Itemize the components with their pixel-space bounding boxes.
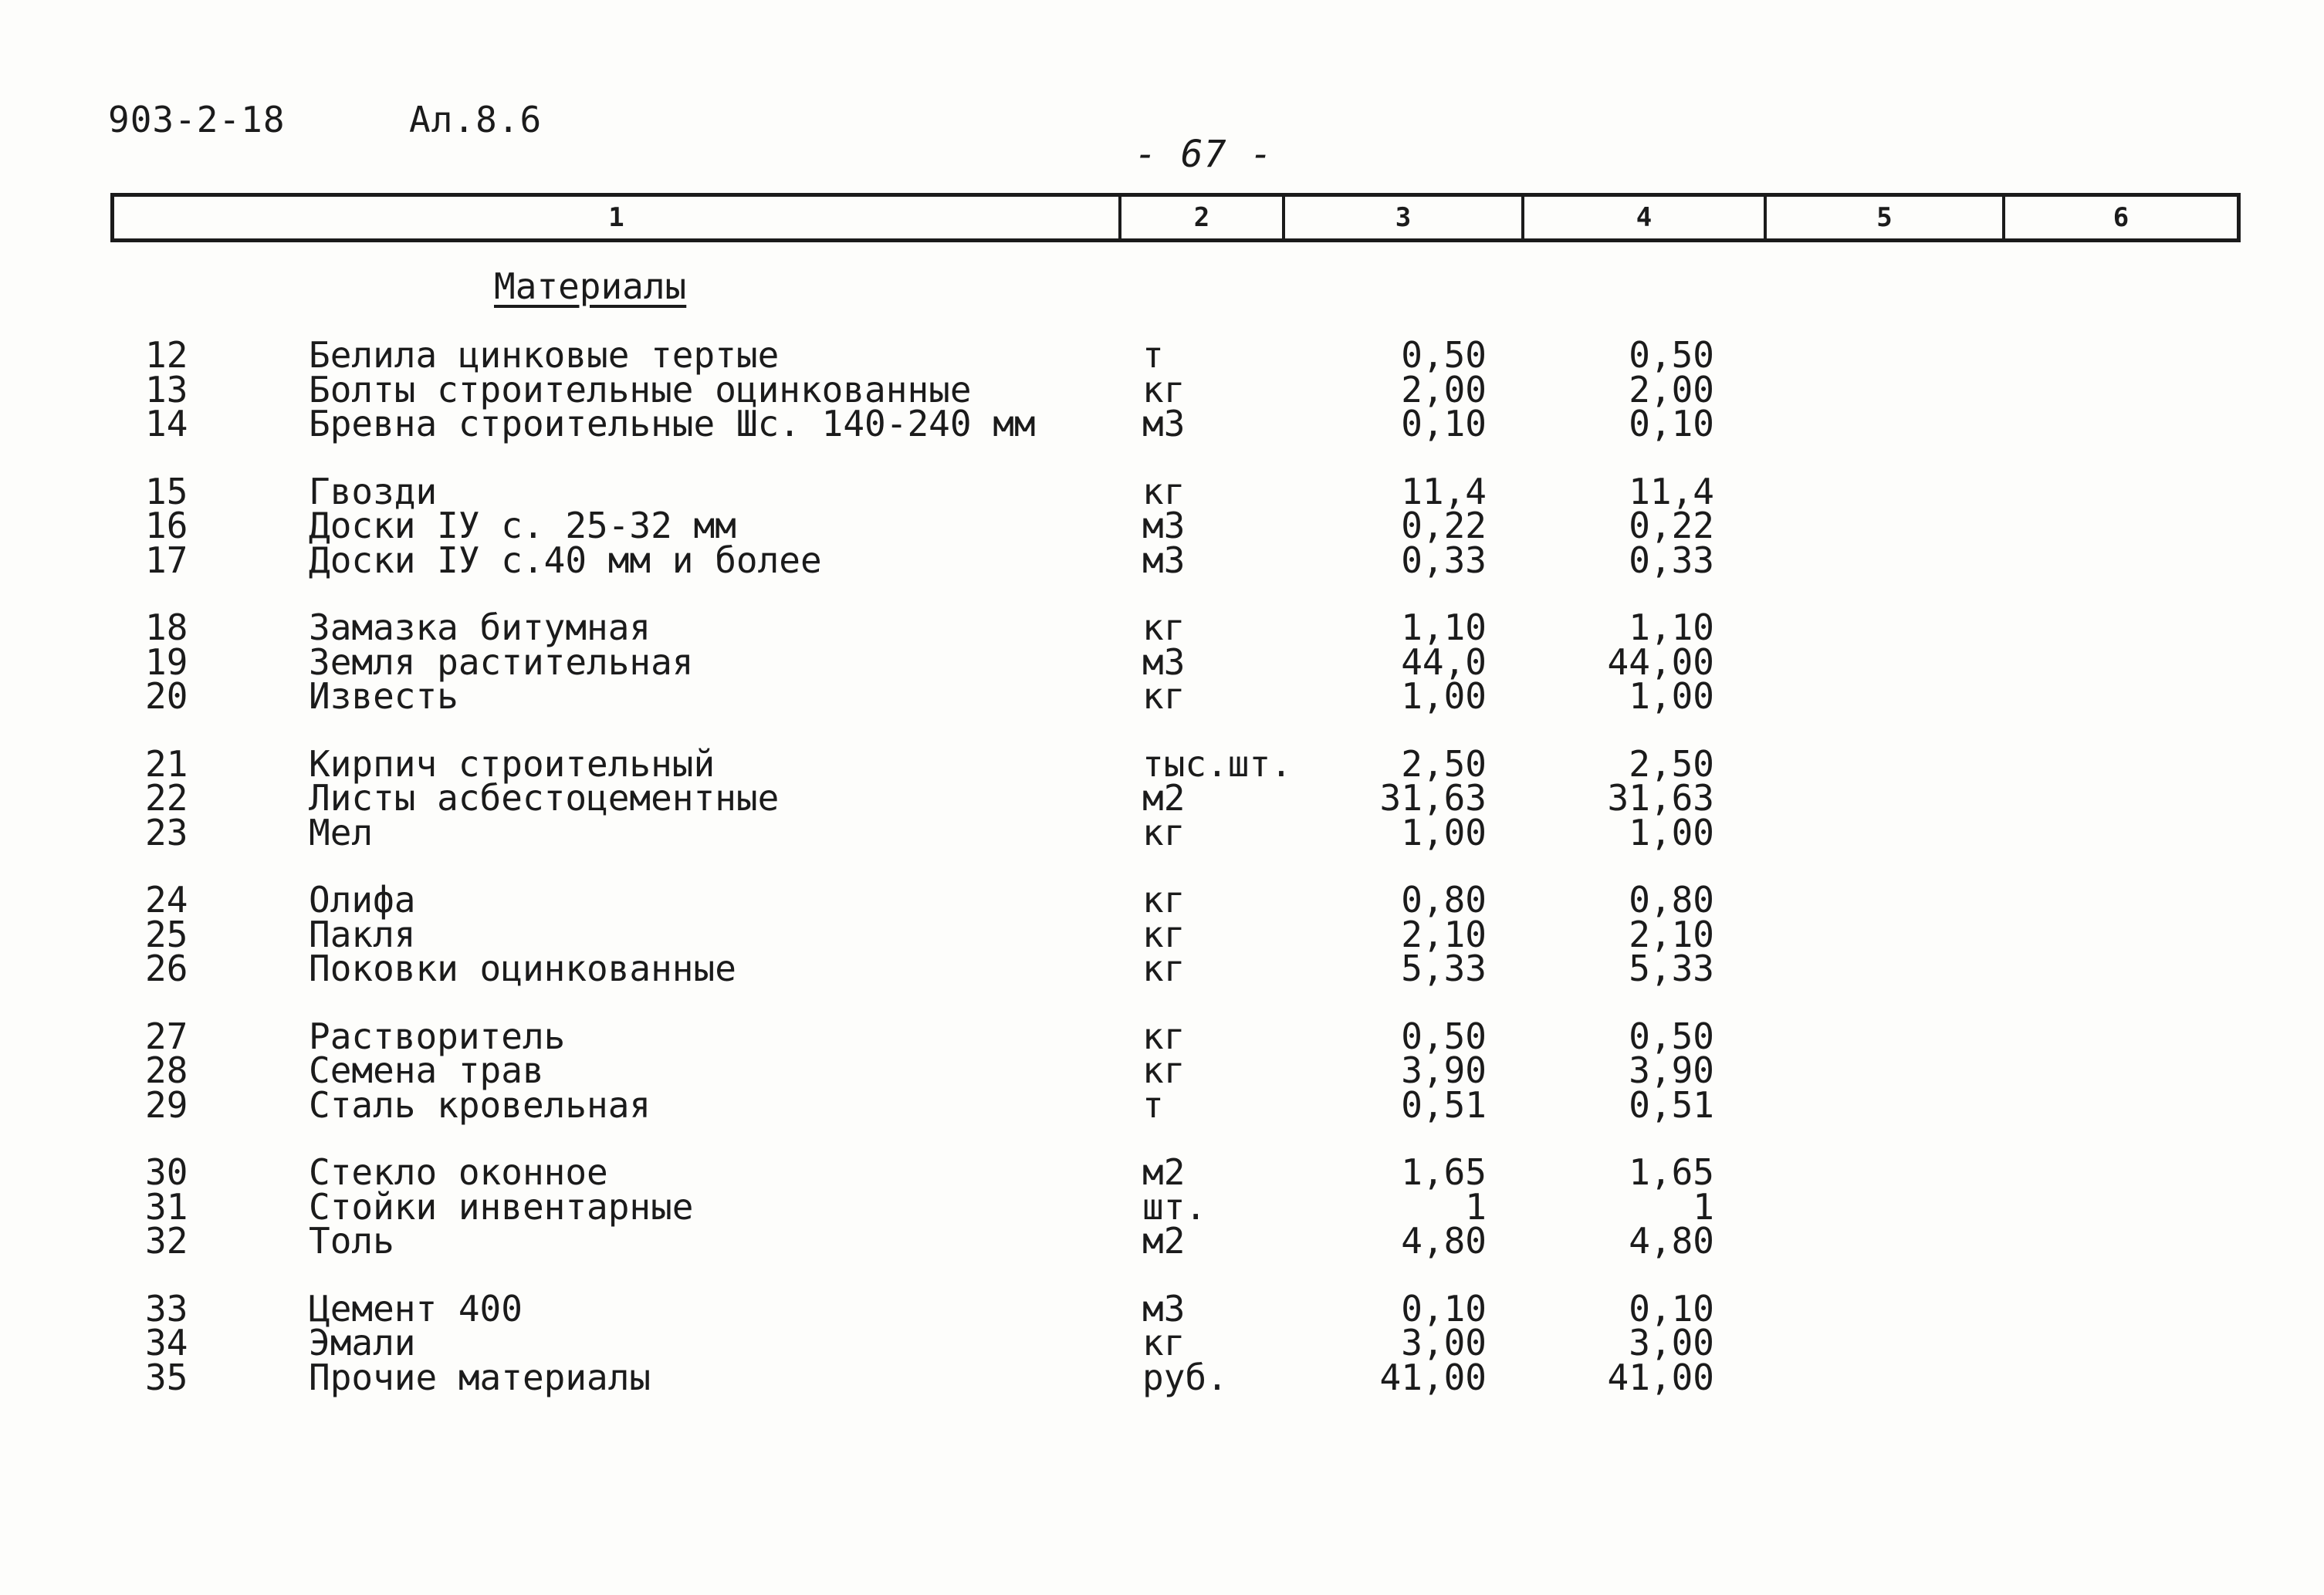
unit: м2 [1142,777,1186,819]
row-number: 18 [145,607,188,648]
row-number: 22 [145,777,188,819]
quantity-col4: 11,4 [1629,470,1714,512]
table-row [0,539,2324,581]
unit: т [1142,1083,1164,1126]
table-row [0,1356,2324,1398]
table-row [0,640,2324,683]
quantity-col3: 1,65 [1401,1151,1487,1193]
material-name: Стекло оконное [309,1151,608,1193]
material-name: Листы асбестоцементные [309,777,780,819]
table-row [0,1049,2324,1091]
material-name: Олифа [309,879,416,921]
quantity-col3: 0,80 [1401,879,1487,921]
unit: м2 [1142,1220,1186,1262]
section-title: Материалы [494,265,687,307]
material-name: Сталь кровельная [309,1083,651,1126]
quantity-col4: 0,51 [1629,1083,1714,1126]
row-number: 23 [145,811,188,853]
table-row [0,675,2324,717]
quantity-col4: 3,00 [1629,1322,1714,1364]
material-name: Поковки оцинкованные [309,948,736,989]
unit: кг [1142,1015,1186,1057]
material-name: Известь [309,675,458,717]
quantity-col4: 31,63 [1607,777,1714,819]
table-row [0,607,2324,648]
row-number: 35 [145,1356,188,1398]
unit: кг [1142,879,1186,921]
row-number: 34 [145,1322,188,1364]
quantity-col4: 3,90 [1629,1049,1714,1091]
unit: м3 [1142,640,1186,683]
quantity-col3: 1,00 [1401,811,1487,853]
row-number: 12 [145,334,188,376]
table-row [0,470,2324,512]
quantity-col4: 1,00 [1629,811,1714,853]
quantity-col3: 1,00 [1401,675,1487,717]
quantity-col4: 5,33 [1629,948,1714,989]
quantity-col3: 44,0 [1401,640,1487,683]
unit: м3 [1142,505,1186,546]
unit: кг [1142,470,1186,512]
row-number: 17 [145,539,188,581]
row-number: 33 [145,1287,188,1330]
table-row [0,368,2324,411]
quantity-col3: 5,33 [1401,948,1487,989]
quantity-col3: 0,50 [1401,334,1487,376]
row-number: 20 [145,675,188,717]
row-number: 26 [145,948,188,989]
material-name: Гвозди [309,470,438,512]
unit: кг [1142,1322,1186,1364]
column-header-1: 1 [114,197,1121,238]
quantity-col3: 0,22 [1401,505,1487,546]
quantity-col3: 3,00 [1401,1322,1487,1364]
quantity-col3: 1,10 [1401,607,1487,648]
table-row [0,403,2324,444]
quantity-col3: 0,10 [1401,1287,1487,1330]
row-number: 29 [145,1083,188,1126]
quantity-col4: 0,10 [1629,403,1714,444]
quantity-col4: 0,10 [1629,1287,1714,1330]
quantity-col3: 0,33 [1401,539,1487,581]
unit: т [1142,334,1164,376]
material-name: Прочие материалы [309,1356,651,1398]
unit: кг [1142,811,1186,853]
table-row [0,777,2324,819]
column-header-4: 4 [1524,197,1767,238]
unit: м3 [1142,403,1186,444]
quantity-col4: 0,50 [1629,1015,1714,1057]
unit: шт. [1142,1185,1207,1228]
document-code: 903-2-18 [108,99,286,140]
quantity-col4: 4,80 [1629,1220,1714,1262]
material-name: Доски IУ с. 25-32 мм [309,505,736,546]
row-number: 24 [145,879,188,921]
table-row [0,1151,2324,1193]
quantity-col3: 0,51 [1401,1083,1487,1126]
quantity-col3: 2,00 [1401,368,1487,411]
quantity-col4: 1,65 [1629,1151,1714,1193]
material-name: Мел [309,811,374,853]
row-number: 13 [145,368,188,411]
quantity-col3: 11,4 [1401,470,1487,512]
table-row [0,879,2324,921]
quantity-col4: 2,10 [1629,913,1714,955]
material-name: Белила цинковые тертые [309,334,780,376]
table-row [0,1083,2324,1126]
quantity-col4: 2,50 [1629,742,1714,785]
row-number: 31 [145,1185,188,1228]
row-number: 16 [145,505,188,546]
table-row [0,742,2324,785]
table-row [0,1185,2324,1228]
unit: тыс.шт. [1142,742,1292,785]
quantity-col4: 44,00 [1607,640,1714,683]
table-row [0,1322,2324,1364]
sheet-label: Ал.8.6 [409,99,543,140]
unit: руб. [1142,1356,1228,1398]
material-name: Цемент 400 [309,1287,523,1330]
material-name: Эмали [309,1322,416,1364]
table-row [0,913,2324,955]
quantity-col3: 2,50 [1401,742,1487,785]
quantity-col4: 0,33 [1629,539,1714,581]
quantity-col4: 1,00 [1629,675,1714,717]
quantity-col3: 41,00 [1379,1356,1487,1398]
column-header-row [110,193,2241,242]
table-row [0,1287,2324,1330]
quantity-col4: 2,00 [1629,368,1714,411]
row-number: 30 [145,1151,188,1193]
row-number: 25 [145,913,188,955]
quantity-col4: 0,22 [1629,505,1714,546]
material-name: Болты строительные оцинкованные [309,368,972,411]
material-name: Семена трав [309,1049,544,1091]
material-name: Растворитель [309,1015,566,1057]
material-name: Кирпич строительный [309,742,715,785]
material-name: Толь [309,1220,394,1262]
unit: кг [1142,1049,1186,1091]
row-number: 15 [145,470,188,512]
quantity-col3: 3,90 [1401,1049,1487,1091]
table-row [0,1220,2324,1262]
quantity-col4: 1,10 [1629,607,1714,648]
quantity-col4: 41,00 [1607,1356,1714,1398]
material-name: Пакля [309,913,416,955]
material-name: Замазка битумная [309,607,651,648]
row-number: 21 [145,742,188,785]
quantity-col3: 2,10 [1401,913,1487,955]
column-header-5: 5 [1767,197,2005,238]
unit: м3 [1142,1287,1186,1330]
unit: кг [1142,948,1186,989]
quantity-col3: 31,63 [1379,777,1487,819]
column-header-6: 6 [2113,202,2129,233]
column-header-3: 3 [1285,197,1524,238]
unit: кг [1142,607,1186,648]
quantity-col3: 1 [1465,1185,1487,1228]
unit: кг [1142,675,1186,717]
quantity-col4: 1 [1693,1185,1714,1228]
quantity-col4: 0,50 [1629,334,1714,376]
material-name: Бревна строительные Шс. 140-240 мм [309,403,1036,444]
row-number: 28 [145,1049,188,1091]
unit: кг [1142,368,1186,411]
page-number: - 67 - [1135,133,1274,176]
material-name: Земля растительная [309,640,694,683]
table-row [0,505,2324,546]
quantity-col4: 0,80 [1629,879,1714,921]
row-number: 32 [145,1220,188,1262]
material-name: Стойки инвентарные [309,1185,694,1228]
table-row [0,811,2324,853]
column-header-2: 2 [1121,197,1285,238]
table-row [0,334,2324,376]
unit: м2 [1142,1151,1186,1193]
unit: м3 [1142,539,1186,581]
row-number: 14 [145,403,188,444]
material-name: Доски IУ с.40 мм и более [309,539,822,581]
quantity-col3: 0,50 [1401,1015,1487,1057]
row-number: 27 [145,1015,188,1057]
row-number: 19 [145,640,188,683]
unit: кг [1142,913,1186,955]
table-row [0,1015,2324,1057]
table-row [0,948,2324,989]
quantity-col3: 0,10 [1401,403,1487,444]
quantity-col3: 4,80 [1401,1220,1487,1262]
